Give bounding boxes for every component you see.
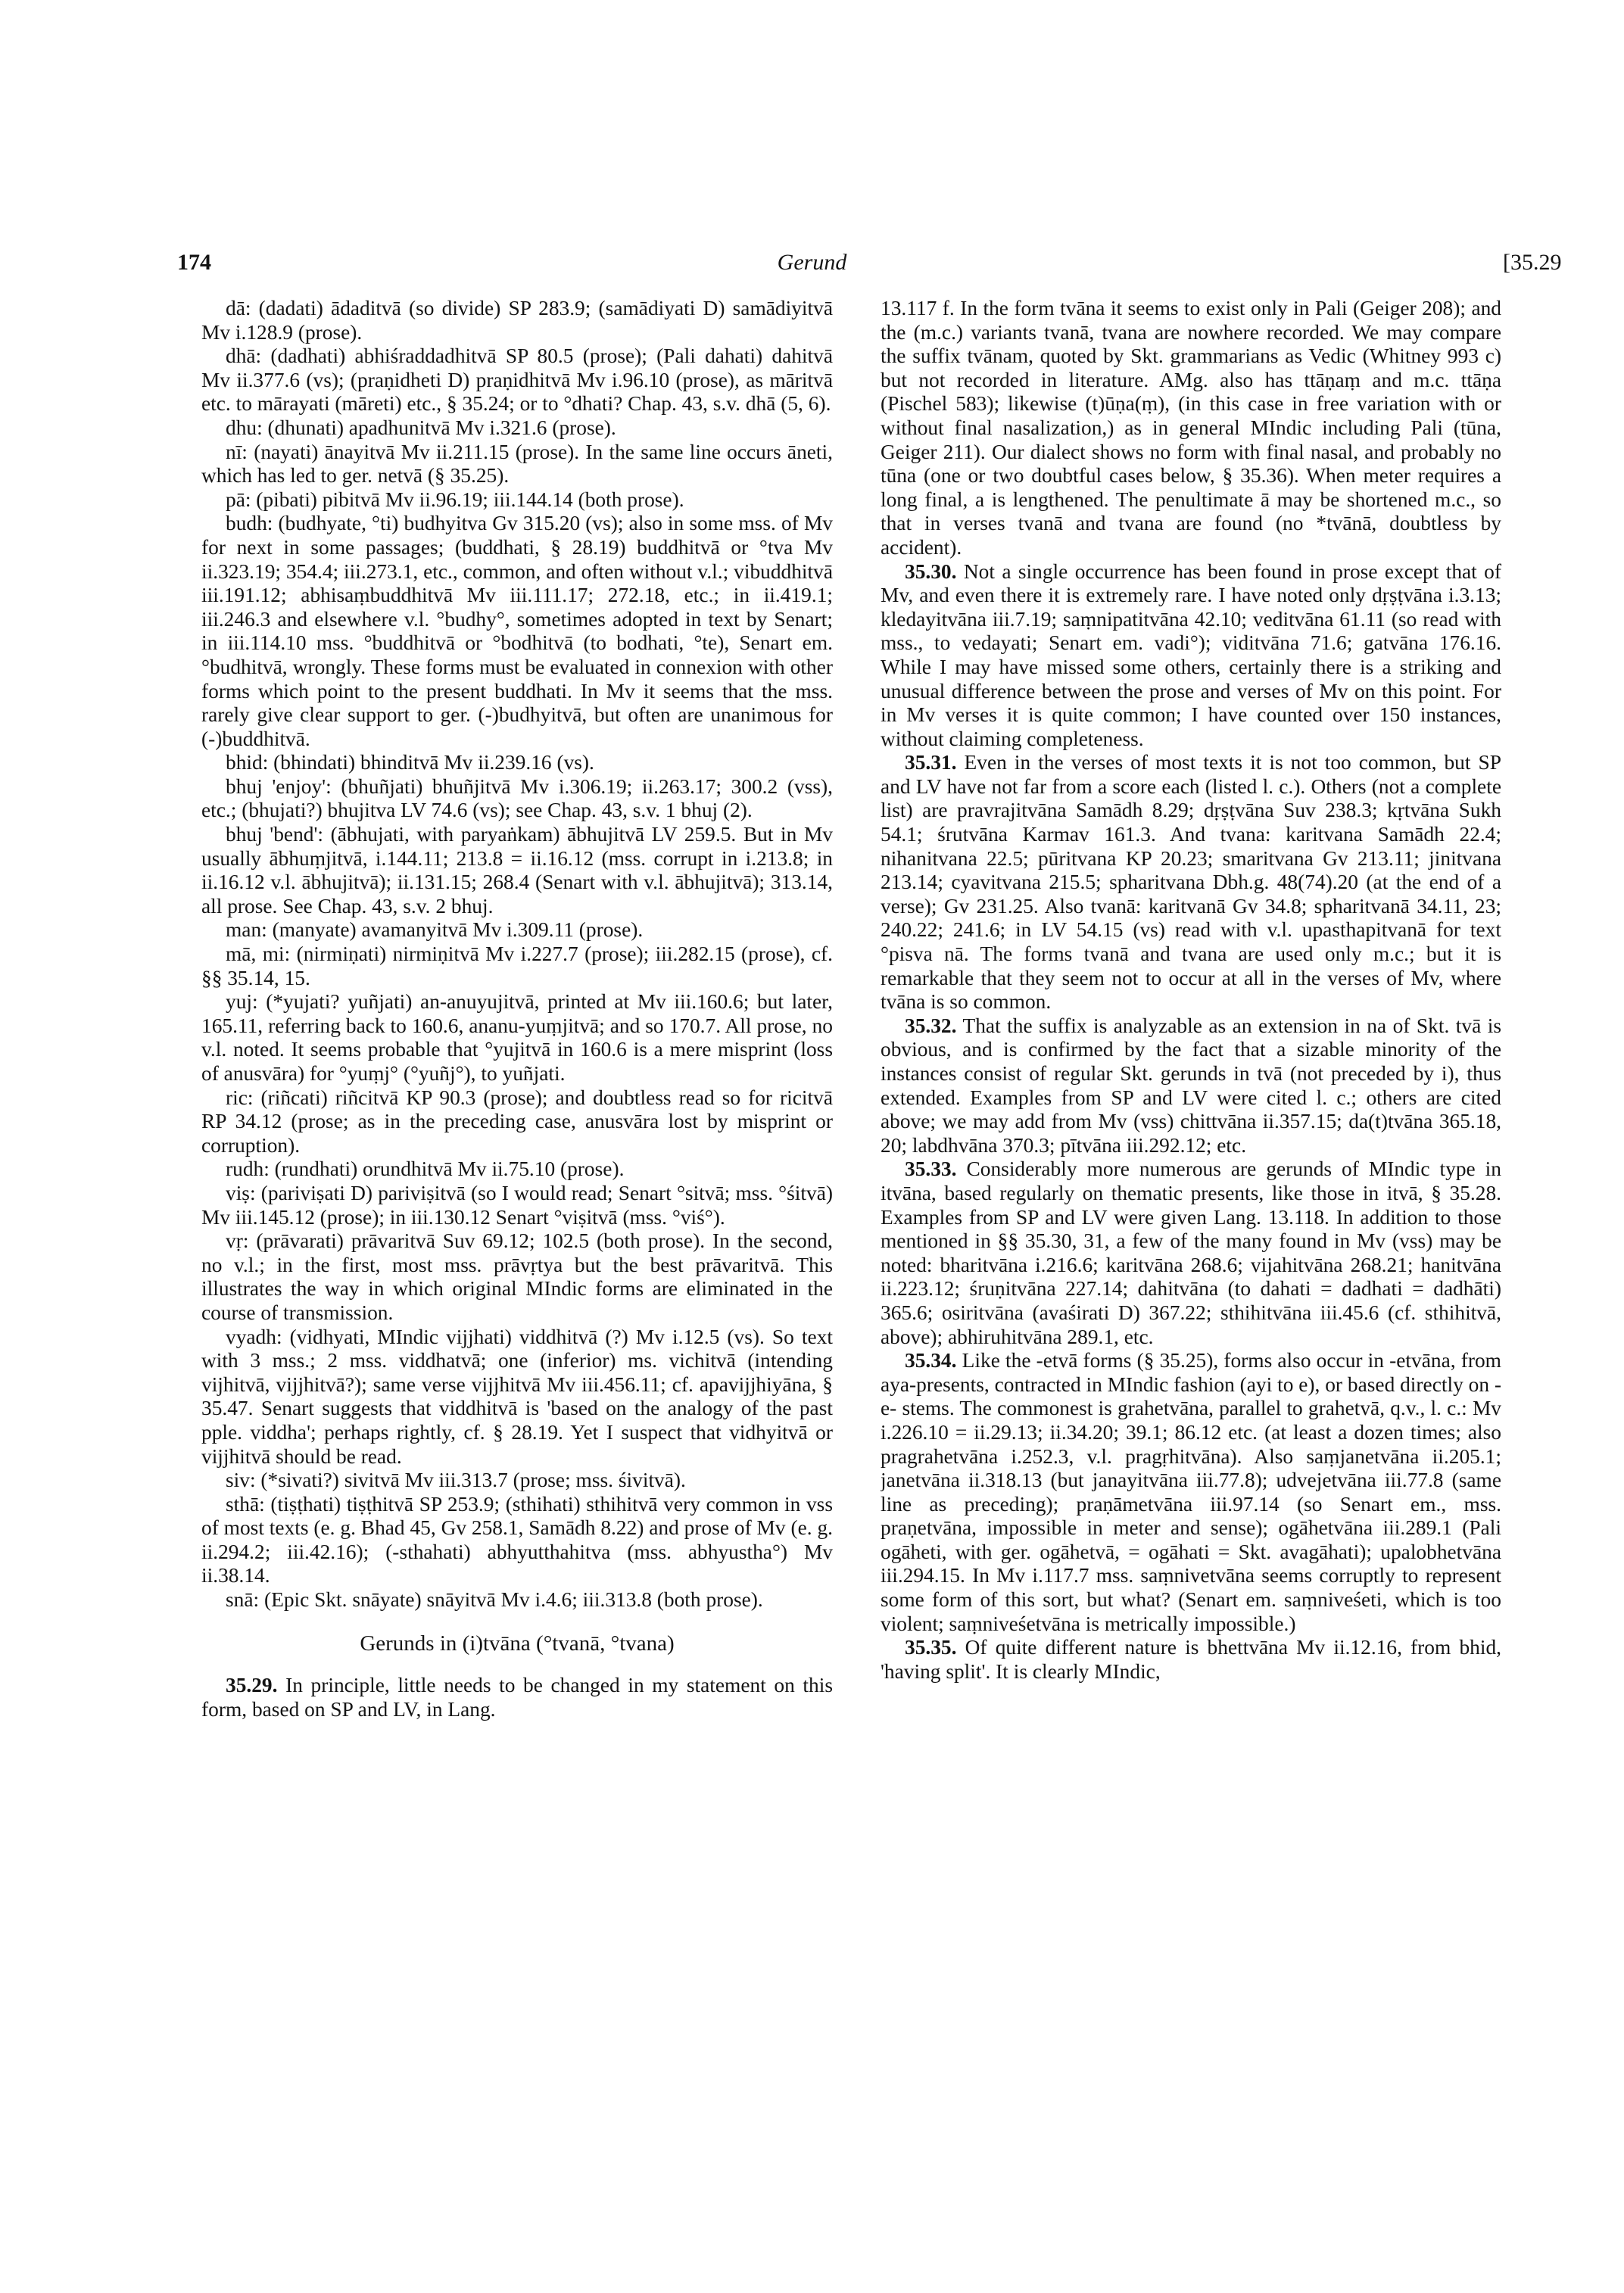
section-35-30: [881, 560, 1501, 752]
entry-stha: sthā: (tiṣṭhati) tiṣṭhitvā SP 253.9; (sthihati) sthihitvā very common in vss of most texts (e. g. Bhad 45, Gv 258.1, Samādh 8.22) and prose of Mv (e. g. ii.294.2; iii.42.16); (-sthahati) abhyutthahitva (mss. abhyustha°) Mv ii.38.14.: [201, 1492, 833, 1587]
section-text: Like the -etvā forms (§ 35.25), forms also occur in -etvāna, from aya-presents, contracted in MIndic fashion (ayi to e), or based directly on -e- stems. The commonest is grahetvāna, parallel to grahetvā, q.v., l. c.: Mv i.226.10 = ii.29.13; ii.34.20; 39.1; 86.12 etc. (at least a dozen times; also pragrahetvāna i.252.3, v.l. pragṛhitvāna). Also saṃjanetvāna ii.205.1; janetvāna ii.318.13 (but janayitvāna iii.77.8); udvejetvāna iii.77.8 (same line as preceding); praṇāmetvāna iii.97.14 (so Senart em., mss. praṇetvāna, impossible in meter and sense); ogāhetvāna iii.289.1 (Pali ogāheti, with ger. ogāhetvā, = ogāhati = Skt. avagāhati); upalobhetvāna iii.294.15. In Mv i.117.7 mss. saṃnivetvāna seems corruptly to represent some form of this sort, but what? (Senart em. saṃniveśeti, which is too violent; saṃniveśetvāna is metrically impossible.): [881, 1349, 1501, 1635]
section-35-32: [881, 1014, 1501, 1158]
entry-vis: viṣ: (pariviṣati D) pariviṣitvā (so I would read; Senart °sitvā; mss. °śitvā) Mv iii.145.12 (prose); in iii.130.12 Senart °viṣitvā (mss. °viś°).: [201, 1181, 833, 1229]
section-text: That the suffix is analyzable as an extension in na of Skt. tvā is obvious, and is confirmed by the fact that a sizable minority of the instances consist of regular Skt. gerunds in tvā (not preceded by i), thus extended. Examples from SP and LV were cited l. c.; others are cited above; we may add from Mv (vss) chittvāna ii.357.15; da(t)tvāna 365.18, 20; labdhvāna 370.3; pītvāna iii.292.12; etc.: [881, 1014, 1501, 1157]
section-number: 35.31.: [905, 751, 957, 774]
entry-da: dā: (dadati) ādaditvā (so divide) SP 283.9; (samādiyati D) samādiyitvā Mv i.128.9 (prose).: [201, 297, 833, 344]
entry-rudh: rudh: (rundhati) orundhitvā Mv ii.75.10 (prose).: [226, 1157, 625, 1181]
entry-dha: dhā: (dadhati) abhiśraddadhitvā SP 80.5 (prose); (Pali dahati) dahitvā Mv ii.377.6 (vs); (praṇidheti D) praṇidhitvā Mv i.96.10 (prose), as māritvā etc. to mārayati (māreti) etc., § 35.24; or to °dhati? Chap. 43, s.v. dhā (5, 6).: [201, 344, 833, 416]
section-text: Of quite different nature is bhettvāna Mv ii.12.16, from bhid, 'having split'. It is clearly MIndic,: [881, 1636, 1501, 1683]
entry-siv: siv: (*sivati?) sivitvā Mv iii.313.7 (prose; mss. śivitvā).: [226, 1469, 686, 1492]
page-number: 174: [177, 250, 211, 275]
paragraph-continuation: 13.117 f. In the form tvāna it seems to exist only in Pali (Geiger 208); and the (m.c.) variants tvanā, tvana are nowhere recorded. We may compare the suffix tvānam, quoted by Skt. grammarians as Vedic (Whitney 993 c) but not recorded in literature. AMg. also has ttāṇaṃ and m.c. ttāṇa (Pischel 583); likewise (t)ūṇa(ṃ), (in this case in free variation with or without final nasalization,) as in general MIndic including Pali (tūna, Geiger 211). Our dialect shows no form with final nasal, and probably no tūna (one or two doubtful cases below, § 35.36). When meter requires a long final, a is lengthened. The penultimate ā may be shortened m.c., so that in verses tvanā and tvana are found (no *tvānā, doubtless by accident).: [881, 297, 1501, 559]
entry-bhuj-bend: bhuj 'bend': (ābhujati, with paryaṅkam) ābhujitvā LV 259.5. But in Mv usually ābhuṃjitvā, i.144.11; 213.8 = ii.16.12 (mss. corrupt in i.213.8; in ii.16.12 v.l. ābhujitvā); ii.131.15; 268.4 (Senart with v.l. ābhujitvā); 313.14, all prose. See Chap. 43, s.v. 2 bhuj.: [201, 823, 833, 918]
entry-man: man: (manyate) avamanyitvā Mv i.309.11 (prose).: [226, 918, 644, 942]
section-35-33: [881, 1157, 1501, 1349]
section-number: 35.29.: [226, 1674, 278, 1697]
entry-vr: vṛ: (prāvarati) prāvaritvā Suv 69.12; 102.5 (both prose). In the second, no v.l.; in the first, most mss. prāvṛtya but the best prāvaritvā. This illustrates the way in which original MIndic forms are eliminated in the course of transmission.: [201, 1229, 833, 1324]
left-column: [201, 297, 833, 2250]
section-35-34: [881, 1349, 1501, 1636]
section-35-31: [881, 751, 1501, 1014]
entry-bhid: bhid: (bhindati) bhinditvā Mv ii.239.16 (vs).: [226, 751, 594, 774]
entry-sna: snā: (Epic Skt. snāyate) snāyitvā Mv i.4.6; iii.313.8 (both prose).: [226, 1588, 763, 1612]
section-35-35: [881, 1636, 1501, 1684]
section-number: 35.34.: [905, 1349, 957, 1372]
section-reference: [35.29: [1503, 250, 1562, 275]
section-number: 35.33.: [905, 1157, 957, 1181]
entry-dhu: dhu: (dhunati) apadhunitvā Mv i.321.6 (prose).: [226, 416, 616, 439]
section-number: 35.30.: [905, 559, 957, 583]
section-number: 35.35.: [905, 1636, 957, 1659]
entry-pa: pā: (pibati) pibitvā Mv ii.96.19; iii.144.14 (both prose).: [226, 488, 684, 511]
section-text: Not a single occurrence has been found in prose except that of Mv, and even there it is extremely rare. I have noted only dṛṣṭvāna i.3.13; kledayitvāna iii.7.19; saṃnipatitvāna 42.10; veditvāna 61.11 (so read with mss., to vedayati; Senart em. vadi°); viditvāna 71.6; gatvāna 176.16. While I may have missed some others, certainly there is a striking and unusual difference between the prose and verses of Mv on this point. For in Mv verses it is quite common; I have counted over 150 instances, without claiming completeness.: [881, 559, 1501, 750]
entry-ni: nī: (nayati) ānayitvā Mv ii.211.15 (prose). In the same line occurs āneti, which has led to ger. netvā (§ 35.25).: [201, 440, 833, 488]
entry-yuj: yuj: (*yujati? yuñjati) an-anuyujitvā, printed at Mv iii.160.6; but later, 165.11, referring back to 160.6, ananu-yuṃjitvā; and so 170.7. All prose, no v.l. noted. It seems probable that °yujitvā in 160.6 is a mere misprint (loss of anusvāra) for °yuṃj° (°yuñj°), to yuñjati.: [201, 990, 833, 1085]
entry-ric: ric: (riñcati) riñcitvā KP 90.3 (prose); and doubtless read so for ricitvā RP 34.12 (prose; as in the preceding case, anusvāra lost by misprint or corruption).: [201, 1086, 833, 1157]
right-column: [881, 297, 1501, 2250]
section-35-29: [201, 1674, 833, 1721]
entry-vyadh: vyadh: (vidhyati, MIndic vijjhati) viddhitvā (?) Mv i.12.5 (vs). So text with 3 mss.; 2 mss. viddhatvā; one (inferior) ms. vichitvā (intending vijhitvā, vijjhitvā?); same verse vijjhitvā Mv iii.456.11; cf. apavijjhiyāna, § 35.47. Senart suggests that viddhitvā is 'based on the analogy of the past pple. viddha'; perhaps rightly, cf. § 28.19. Yet I suspect that vidhyitvā or vijjhitvā should be read.: [201, 1325, 833, 1468]
section-text: In principle, little needs to be changed in my statement on this form, based on SP and LV, in Lang.: [201, 1674, 833, 1721]
running-title: Gerund: [777, 250, 847, 275]
entry-ma-mi: mā, mi: (nirmiṇati) nirmiṇitvā Mv i.227.7 (prose); iii.282.15 (prose), cf. §§ 35.14, 15.: [201, 942, 833, 989]
section-text: Even in the verses of most texts it is not too common, but SP and LV have not far from a score each (listed l. c.). Others (not a complete list) are pravrajitvāna Samādh 8.29; dṛṣṭvāna Suv 238.3; kṛtvāna Sukh 54.1; śrutvāna Karmav 161.3. And tvana: karitvana Samādh 22.4; nihanitvana 22.5; pūritvana KP 20.23; smaritvana Gv 213.11; jinitvana 213.14; cyavitvana 215.5; spharitvana Dbh.g. 48(74).20 (at the end of a verse); Gv 231.25. Also tvanā: karitvanā Gv 34.8; spharitvanā 34.11, 23; 240.22; 241.6; in LV 54.15 (vs) read with v.l. upasthapitvanā for text °pisva nā. The forms tvanā and tvana are used only m.c.; but it is remarkable that they seem not to occur at all in the verses of Mv, where tvāna is so common.: [881, 751, 1501, 1014]
section-text: Considerably more numerous are gerunds of MIndic type in itvāna, based regularly on thematic presents, like those in itvā, § 35.28. Examples from SP and LV were given Lang. 13.118. In addition to those mentioned in §§ 35.30, 31, a few of the many found in Mv (vss) may be noted: bharitvāna i.216.6; karitvāna 268.6; vijahitvāna 268.21; hanitvāna ii.223.12; śruṇitvāna 227.14; dahitvāna (to dahati = dadhati = dadhāti) 365.6; osiritvāna (avaśirati D) 367.22; sthihitvāna iii.45.6 (cf. sthihitvā, above); abhiruhitvāna 289.1, etc.: [881, 1157, 1501, 1348]
entry-budh: budh: (budhyate, °ti) budhyitva Gv 315.20 (vs); also in some mss. of Mv for next in some passages; (buddhati, § 28.19) buddhitvā or °tva Mv ii.323.19; 354.4; iii.273.1, etc., common, and often without v.l.; vibuddhitvā iii.191.12; abhisaṃbuddhitvā Mv iii.111.17; 272.18, etc.; in ii.419.1; iii.246.3 and elsewhere v.l. °budhy°, sometimes adopted in text by Senart; in iii.114.10 mss. °buddhitvā or °bodhitvā (to bodhati, °te), Senart em. °budhitvā, wrongly. These forms must be evaluated in connexion with other forms which point to the present buddhati. In Mv it seems that the mss. rarely give clear support to ger. (-)budhyitvā, but often are unanimous for (-)buddhitvā.: [201, 512, 833, 750]
section-number: 35.32.: [905, 1014, 957, 1037]
section-subheading: Gerunds in (i)tvāna (°tvanā, °tvana): [360, 1631, 675, 1656]
entry-bhuj-enjoy: bhuj 'enjoy': (bhuñjati) bhuñjitvā Mv i.306.19; ii.263.17; 300.2 (vss), etc.; (bhujati?) bhujitva LV 74.6 (vs); see Chap. 43, s.v. 1 bhuj (2).: [201, 774, 833, 822]
